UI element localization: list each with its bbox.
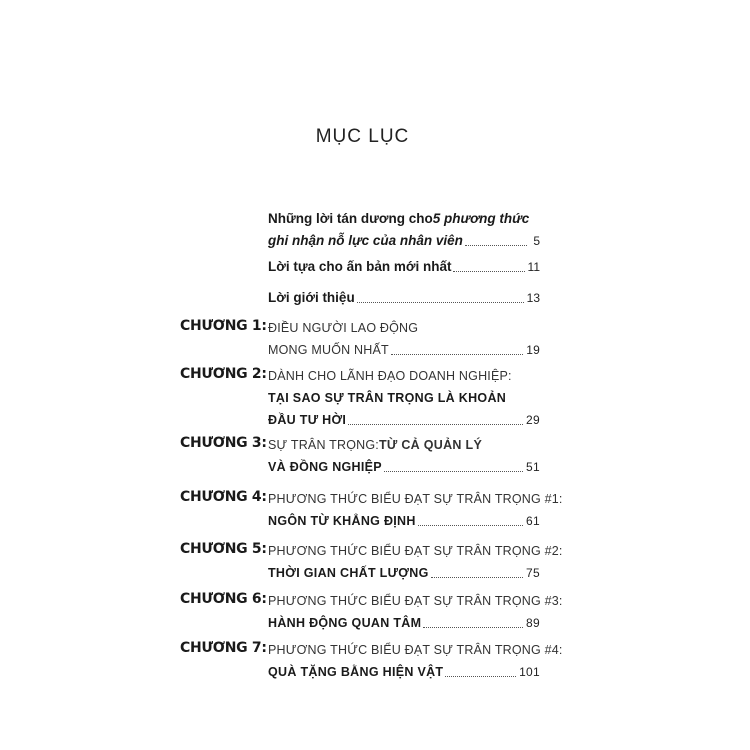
entry-line <box>268 365 540 387</box>
page-number: 11 <box>527 260 540 274</box>
entry-line <box>268 488 563 510</box>
entry-line <box>268 208 540 230</box>
chapter-label: CHƯƠNG 3: <box>180 435 267 451</box>
dot-leader <box>445 676 516 677</box>
dot-leader <box>465 245 527 246</box>
page-number: 101 <box>519 665 540 679</box>
page-number: 51 <box>526 460 540 474</box>
page-title: MỤC LỤC <box>315 126 410 147</box>
dot-leader <box>384 471 523 472</box>
entry-text-bold: TỪ CẢ QUẢN LÝ <box>378 438 483 452</box>
dot-leader <box>418 525 523 526</box>
dot-leader <box>423 627 523 628</box>
dot-leader <box>348 424 523 425</box>
entry-text-italic: ghi nhận nỗ lực của nhân viên <box>268 233 463 248</box>
page-number: 29 <box>526 413 540 427</box>
entry-text: SỰ TRÂN TRỌNG: <box>268 438 379 452</box>
entry-line <box>268 339 540 361</box>
entry-text: TẠI SAO SỰ TRÂN TRỌNG LÀ KHOẢN <box>268 391 507 405</box>
entry-text: Lời giới thiệu <box>268 290 355 305</box>
entry-line <box>268 287 540 309</box>
entry-line <box>268 562 540 584</box>
chapter-label: CHƯƠNG 1: <box>180 318 267 334</box>
entry-line <box>268 612 540 634</box>
entry-text: HÀNH ĐỘNG QUAN TÂM <box>268 616 422 630</box>
entry-line <box>268 387 540 409</box>
page-number: 61 <box>526 514 540 528</box>
entry-text: PHƯƠNG THỨC BIỂU ĐẠT SỰ TRÂN TRỌNG #1: <box>268 492 563 506</box>
chapter-label: CHƯƠNG 7: <box>180 640 267 656</box>
chapter-label: CHƯƠNG 4: <box>180 489 267 505</box>
entry-line <box>268 409 540 431</box>
entry-line <box>268 434 540 456</box>
entry-line <box>268 639 563 661</box>
dot-leader <box>391 354 523 355</box>
entry-text: Lời tựa cho ấn bản mới nhất <box>268 259 452 274</box>
entry-line <box>268 661 540 683</box>
entry-text: PHƯƠNG THỨC BIỂU ĐẠT SỰ TRÂN TRỌNG #2: <box>268 544 563 558</box>
entry-line <box>268 256 540 278</box>
page-number: 19 <box>526 343 540 357</box>
chapter-label: CHƯƠNG 6: <box>180 591 267 607</box>
entry-text: MONG MUỐN NHẤT <box>268 343 389 357</box>
entry-text-italic: 5 phương thức <box>432 211 530 226</box>
entry-text: VÀ ĐỒNG NGHIỆP <box>268 460 382 474</box>
entry-text: NGÔN TỪ KHẲNG ĐỊNH <box>268 514 416 528</box>
entry-line <box>268 317 540 339</box>
entry-text: ĐIỀU NGƯỜI LAO ĐỘNG <box>268 321 419 335</box>
dot-leader <box>431 577 523 578</box>
entry-text: DÀNH CHO LÃNH ĐẠO DOANH NGHIỆP: <box>268 369 512 383</box>
entry-line <box>268 456 540 478</box>
page-number: 75 <box>526 566 540 580</box>
entry-text: Những lời tán dương cho <box>268 211 433 226</box>
entry-line <box>268 590 563 612</box>
entry-text: THỜI GIAN CHẤT LƯỢNG <box>268 566 429 580</box>
entry-text: PHƯƠNG THỨC BIỂU ĐẠT SỰ TRÂN TRỌNG #4: <box>268 643 563 657</box>
page-number: 89 <box>526 616 540 630</box>
page-number: 5 <box>533 234 540 248</box>
entry-text: QUÀ TẶNG BẰNG HIỆN VẬT <box>268 665 444 679</box>
entry-text: PHƯƠNG THỨC BIỂU ĐẠT SỰ TRÂN TRỌNG #3: <box>268 594 563 608</box>
entry-text: ĐẦU TƯ HỜI <box>268 413 347 427</box>
chapter-label: CHƯƠNG 5: <box>180 541 267 557</box>
entry-line <box>268 510 540 532</box>
dot-leader <box>453 271 524 272</box>
entry-line <box>268 230 540 252</box>
entry-line <box>268 540 563 562</box>
chapter-label: CHƯƠNG 2: <box>180 366 267 382</box>
dot-leader <box>357 302 524 303</box>
page-number: 13 <box>526 291 540 305</box>
